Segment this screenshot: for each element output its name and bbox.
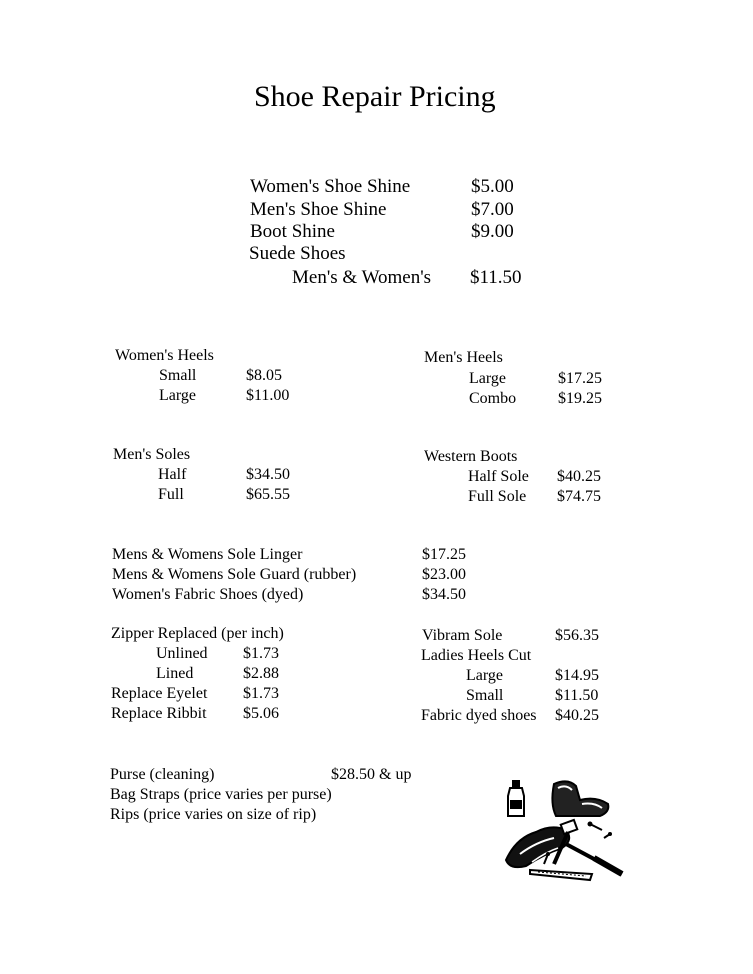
item-label: Large bbox=[469, 370, 507, 387]
item-price: $40.25 bbox=[557, 468, 601, 485]
ribbit-label: Replace Ribbit bbox=[111, 705, 207, 722]
item-price: $11.50 bbox=[555, 687, 599, 704]
eyelet-label: Replace Eyelet bbox=[111, 685, 208, 702]
shine-boot-label: Boot Shine bbox=[250, 221, 335, 242]
section-heading: Women's Heels bbox=[115, 347, 214, 364]
shine-mens-label: Men's Shoe Shine bbox=[250, 199, 387, 220]
eyelet-price: $1.73 bbox=[243, 685, 279, 702]
note-bag-straps: Bag Straps (price varies per purse) bbox=[110, 786, 332, 803]
misc-label: Women's Fabric Shoes (dyed) bbox=[112, 586, 304, 603]
item-label: Lined bbox=[156, 665, 194, 682]
fabric-dyed-price: $40.25 bbox=[555, 707, 599, 724]
shine-mens-price: $7.00 bbox=[471, 199, 514, 220]
shine-womens-label: Women's Shoe Shine bbox=[250, 176, 411, 197]
item-label: Full Sole bbox=[468, 488, 527, 505]
misc-label: Mens & Womens Sole Guard (rubber) bbox=[112, 566, 357, 583]
misc-price: $34.50 bbox=[422, 586, 466, 603]
item-price: $2.88 bbox=[243, 665, 279, 682]
shine-womens-price: $5.00 bbox=[471, 176, 514, 197]
item-price: $17.25 bbox=[558, 370, 602, 387]
item-label: Unlined bbox=[156, 645, 208, 662]
misc-label: Mens & Womens Sole Linger bbox=[112, 546, 303, 563]
fabric-dyed-label: Fabric dyed shoes bbox=[421, 707, 537, 724]
shine-boot-price: $9.00 bbox=[471, 221, 514, 242]
item-price: $8.05 bbox=[246, 367, 282, 384]
section-heading: Men's Heels bbox=[424, 349, 503, 366]
item-price: $11.00 bbox=[246, 387, 290, 404]
item-price: $19.25 bbox=[558, 390, 602, 407]
item-price: $65.55 bbox=[246, 486, 290, 503]
misc-price: $17.25 bbox=[422, 546, 466, 563]
note-rips: Rips (price varies on size of rip) bbox=[110, 806, 317, 823]
ribbit-price: $5.06 bbox=[243, 705, 279, 722]
section-heading: Zipper Replaced (per inch) bbox=[111, 625, 284, 642]
item-price: $1.73 bbox=[243, 645, 279, 662]
purse-price: $28.50 & up bbox=[331, 766, 412, 783]
vibram-label: Vibram Sole bbox=[422, 627, 503, 644]
item-label: Half bbox=[158, 466, 187, 483]
section-heading: Men's Soles bbox=[113, 446, 191, 463]
vibram-price: $56.35 bbox=[555, 627, 599, 644]
shine-suede-price: $11.50 bbox=[470, 267, 522, 288]
item-price: $34.50 bbox=[246, 466, 290, 483]
purse-label: Purse (cleaning) bbox=[110, 766, 215, 783]
shine-suede-sub-label: Men's & Women's bbox=[292, 267, 432, 288]
shoe-repair-tools-icon bbox=[496, 774, 628, 884]
item-price: $74.75 bbox=[557, 488, 601, 505]
misc-price: $23.00 bbox=[422, 566, 466, 583]
item-label: Combo bbox=[469, 390, 517, 407]
item-label: Large bbox=[159, 387, 197, 404]
item-label: Large bbox=[466, 667, 504, 684]
page-title: Shoe Repair Pricing bbox=[254, 80, 496, 113]
section-heading: Ladies Heels Cut bbox=[421, 647, 532, 664]
item-label: Small bbox=[466, 687, 504, 704]
item-label: Small bbox=[159, 367, 197, 384]
item-label: Full bbox=[158, 486, 184, 503]
item-label: Half Sole bbox=[468, 468, 529, 485]
section-heading: Western Boots bbox=[424, 448, 518, 465]
item-price: $14.95 bbox=[555, 667, 599, 684]
shine-suede-label: Suede Shoes bbox=[249, 243, 346, 264]
